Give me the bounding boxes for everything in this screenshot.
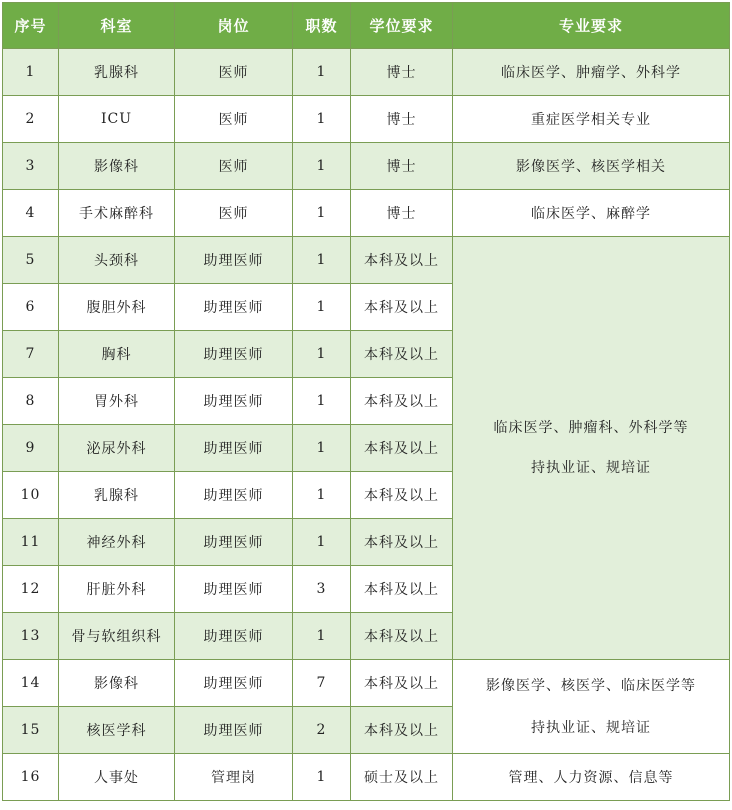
cell-degree: 博士	[351, 96, 453, 143]
recruitment-table	[2, 2, 730, 801]
table-row	[3, 190, 730, 237]
cell-count: 1	[293, 284, 351, 331]
cell-index: 7	[3, 331, 59, 378]
merged-major-line1: 临床医学、肿瘤科、外科学等	[493, 420, 689, 436]
table-row	[3, 754, 730, 801]
table-row	[3, 49, 730, 96]
merged-major-line2: 持执业证、规培证	[531, 719, 651, 736]
cell-index: 15	[3, 707, 59, 754]
cell-index: 1	[3, 49, 59, 96]
table-row	[3, 143, 730, 190]
header-index: 序号	[3, 3, 59, 49]
cell-degree: 博士	[351, 49, 453, 96]
cell-major: 重症医学相关专业	[453, 96, 730, 143]
cell-department: 影像科	[59, 143, 175, 190]
cell-degree: 本科及以上	[351, 378, 453, 425]
header-count: 职数	[293, 3, 351, 49]
cell-degree: 本科及以上	[351, 566, 453, 613]
cell-count: 1	[293, 613, 351, 660]
cell-count: 1	[293, 96, 351, 143]
cell-count: 3	[293, 566, 351, 613]
cell-degree: 本科及以上	[351, 519, 453, 566]
cell-position: 助理医师	[175, 425, 293, 472]
cell-degree: 本科及以上	[351, 284, 453, 331]
cell-index: 14	[3, 660, 59, 707]
cell-index: 11	[3, 519, 59, 566]
cell-degree: 硕士及以上	[351, 754, 453, 801]
cell-department: 手术麻醉科	[59, 190, 175, 237]
cell-department: 胃外科	[59, 378, 175, 425]
cell-count: 1	[293, 49, 351, 96]
cell-index: 16	[3, 754, 59, 801]
table-row	[3, 237, 730, 284]
merged-major-cell	[453, 237, 730, 660]
cell-department: 肝脏外科	[59, 566, 175, 613]
cell-position: 医师	[175, 190, 293, 237]
cell-count: 2	[293, 707, 351, 754]
cell-count: 1	[293, 331, 351, 378]
cell-degree: 本科及以上	[351, 472, 453, 519]
cell-position: 助理医师	[175, 237, 293, 284]
cell-department: 腹胆外科	[59, 284, 175, 331]
cell-position: 助理医师	[175, 331, 293, 378]
cell-count: 1	[293, 519, 351, 566]
cell-index: 10	[3, 472, 59, 519]
header-degree: 学位要求	[351, 3, 453, 49]
header-position: 岗位	[175, 3, 293, 49]
table-row	[3, 660, 730, 707]
cell-degree: 本科及以上	[351, 707, 453, 754]
cell-count: 1	[293, 754, 351, 801]
cell-position: 助理医师	[175, 707, 293, 754]
cell-count: 1	[293, 143, 351, 190]
cell-index: 2	[3, 96, 59, 143]
merged-major-line2: 持执业证、规培证	[531, 460, 651, 476]
cell-index: 12	[3, 566, 59, 613]
cell-index: 5	[3, 237, 59, 284]
cell-position: 助理医师	[175, 660, 293, 707]
table-row	[3, 96, 730, 143]
cell-major: 影像医学、核医学相关	[453, 143, 730, 190]
cell-degree: 博士	[351, 143, 453, 190]
cell-department: ICU	[59, 96, 175, 143]
merged-major-cell	[453, 660, 730, 754]
cell-index: 3	[3, 143, 59, 190]
cell-position: 助理医师	[175, 519, 293, 566]
cell-department: 胸科	[59, 331, 175, 378]
cell-department: 乳腺科	[59, 49, 175, 96]
cell-position: 医师	[175, 143, 293, 190]
cell-index: 13	[3, 613, 59, 660]
cell-degree: 博士	[351, 190, 453, 237]
cell-index: 9	[3, 425, 59, 472]
cell-department: 头颈科	[59, 237, 175, 284]
header-row	[3, 3, 730, 49]
cell-department: 泌尿外科	[59, 425, 175, 472]
cell-degree: 本科及以上	[351, 331, 453, 378]
cell-department: 核医学科	[59, 707, 175, 754]
cell-count: 1	[293, 472, 351, 519]
cell-index: 6	[3, 284, 59, 331]
cell-count: 1	[293, 237, 351, 284]
cell-degree: 本科及以上	[351, 237, 453, 284]
merged-major-line1: 影像医学、核医学、临床医学等	[486, 677, 696, 694]
cell-major: 管理、人力资源、信息等	[453, 754, 730, 801]
cell-index: 4	[3, 190, 59, 237]
cell-position: 医师	[175, 96, 293, 143]
cell-count: 7	[293, 660, 351, 707]
cell-degree: 本科及以上	[351, 613, 453, 660]
cell-department: 人事处	[59, 754, 175, 801]
cell-department: 骨与软组织科	[59, 613, 175, 660]
cell-count: 1	[293, 190, 351, 237]
cell-position: 助理医师	[175, 472, 293, 519]
header-major: 专业要求	[453, 3, 730, 49]
cell-department: 神经外科	[59, 519, 175, 566]
header-department: 科室	[59, 3, 175, 49]
cell-position: 助理医师	[175, 378, 293, 425]
cell-department: 乳腺科	[59, 472, 175, 519]
cell-position: 管理岗	[175, 754, 293, 801]
cell-count: 1	[293, 378, 351, 425]
cell-major: 临床医学、麻醉学	[453, 190, 730, 237]
cell-degree: 本科及以上	[351, 660, 453, 707]
cell-count: 1	[293, 425, 351, 472]
cell-position: 医师	[175, 49, 293, 96]
cell-department: 影像科	[59, 660, 175, 707]
cell-position: 助理医师	[175, 284, 293, 331]
cell-position: 助理医师	[175, 613, 293, 660]
cell-position: 助理医师	[175, 566, 293, 613]
cell-degree: 本科及以上	[351, 425, 453, 472]
cell-major: 临床医学、肿瘤学、外科学	[453, 49, 730, 96]
cell-index: 8	[3, 378, 59, 425]
